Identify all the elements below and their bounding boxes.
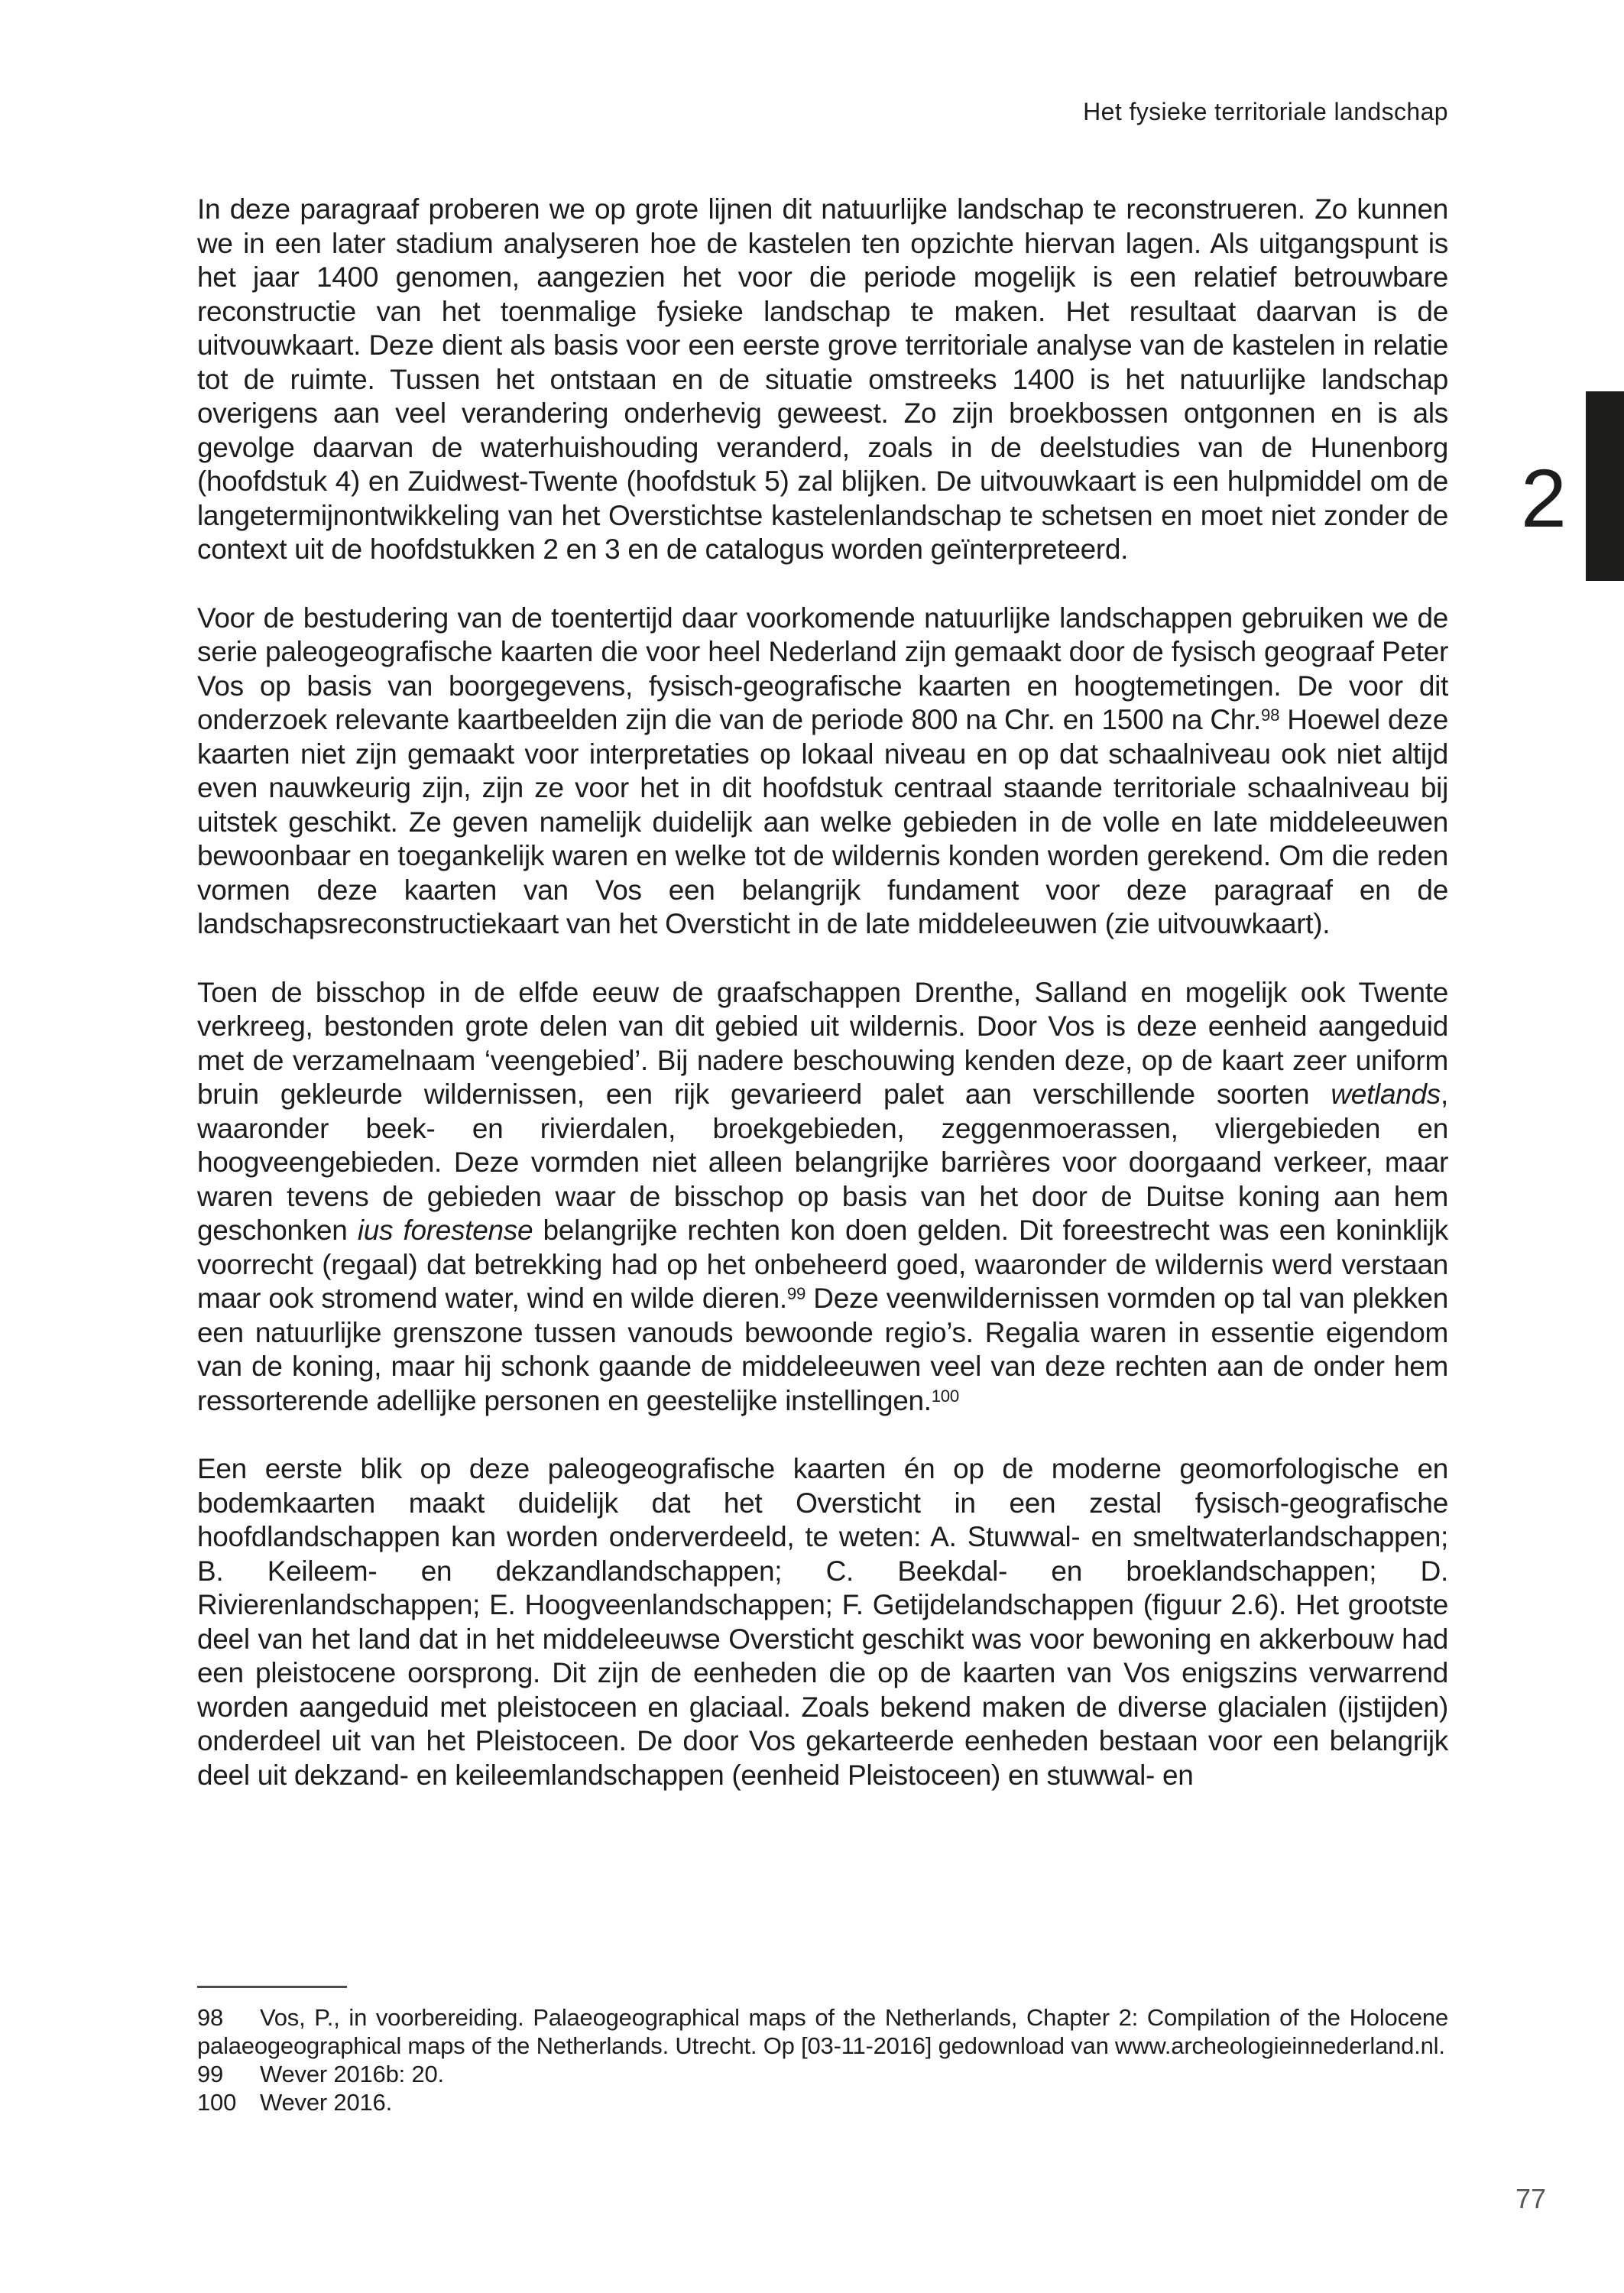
body-paragraphs [197,193,1448,1792]
chapter-number: 2 [1520,452,1567,544]
paragraph [197,976,1448,1419]
body-text-column [197,193,1448,1827]
paragraph [197,1452,1448,1792]
paragraph [197,602,1448,942]
italic-term: wetlands [1331,1078,1441,1110]
footnote-text: Vos, P., in voorbereiding. Palaeogeographical maps of the Netherlands, Chapter 2: Compilation of the Holocene palaeogeographical maps of the Netherlands. Utrecht. Op [03-11-2016] gedownload van www.archeologieinnederland.nl. [197,2004,1448,2059]
footnote-number: 98 [197,2004,224,2031]
italic-term: ius forestense [357,1215,533,1246]
footnotes-section [197,1986,1448,2116]
text-run: Toen de bisschop in de elfde eeuw de graafschappen Drenthe, Salland en mogelijk ook Twente verkreeg, bestonden grote delen van dit gebied uit wildernis. Door Vos is deze eenheid aangeduid met de verzamelnaam ‘veengebied’. Bij nadere beschouwing kenden deze, op de kaart zeer uniform bruin gekleurde wildernissen, een rijk gevarieerd palet aan verschillende soorten [197,976,1448,1110]
text-run: Voor de bestudering van de toentertijd daar voorkomende natuurlijke landschappen gebruiken we de serie paleogeografische kaarten die voor heel Nederland zijn gemaakt door de fysisch geograaf Peter Vos op basis van boorgegevens, fysisch-geografische kaarten en hoogtemetingen. De voor dit onderzoek relevante kaartbeelden zijn die van de periode 800 na Chr. en 1500 na Chr. [197,602,1448,735]
footnote [197,2060,1448,2088]
footnote-ref: 99 [786,1284,806,1304]
text-run: Hoewel deze kaarten niet zijn gemaakt voor interpretaties op lokaal niveau en op dat schaalniveau ook niet altijd even nauwkeurig zijn, zijn ze voor het in dit hoofdstuk centraal staande territoriale schaalniveau bij uitstek geschikt. Ze geven namelijk duidelijk aan welke gebieden in de volle en late middeleeuwen bewoonbaar en toegankelijk waren en welke tot de wildernis konden worden gerekend. Om die reden vormen deze kaarten van Vos een belangrijk fundament voor deze paragraaf en de landschapsreconstructiekaart van het Oversticht in de late middeleeuwen (zie uitvouwkaart). [197,704,1448,939]
footnote-divider [197,1986,347,1988]
text-run: Deze veenwildernissen vormden op tal van plekken een natuurlijke grenszone tussen vanouds bewoonde regio’s. Regalia waren in essentie eigendom van de koning, maar hij schonk gaande de middeleeuwen veel van deze rechten aan de onder hem ressorterende adellijke personen en geestelijke instellingen. [197,1283,1448,1416]
text-run: In deze paragraaf proberen we op grote lijnen dit natuurlijke landschap te reconstrueren. Zo kunnen we in een later stadium analyseren hoe de kastelen ten opzichte hiervan lagen. Als uitgangspunt is het jaar 1400 genomen, aangezien het voor die periode mogelijk is een relatief betrouwbare reconstructie van het toenmalige fysieke landschap te maken. Het resultaat daarvan is de uitvouwkaart. Deze dient als basis voor een eerste grove territoriale analyse van de kastelen in relatie tot de ruimte. Tussen het ontstaan en de situatie omstreeks 1400 is het natuurlijke landschap overigens aan veel verandering onderhevig geweest. Zo zijn broekbossen ontgonnen en is als gevolge daarvan de waterhuishouding veranderd, zoals in de deelstudies van de Hunenborg (hoofdstuk 4) en Zuidwest-Twente (hoofdstuk 5) zal blijken. De uitvouwkaart is een hulpmiddel om de langetermijnontwikkeling van het Overstichtse kastelenlandschap te schetsen en moet niet zonder de context uit de hoofdstukken 2 en 3 en de catalogus worden geïnterpreteerd. [197,193,1448,565]
chapter-tab-bar [1586,391,1624,581]
footnote [197,2088,1448,2116]
running-header: Het fysieke territoriale landschap [1083,98,1448,125]
text-run: , waaronder beek- en rivierdalen, broekgebieden, zeggenmoerassen, vliergebieden en hoogveengebieden. Deze vormden niet alleen belangrijke barrières voor doorgaand verkeer, maar waren tevens de gebieden waar de bisschop op basis van het door de Duitse koning aan hem geschonken [197,1078,1448,1246]
text-run: Een eerste blik op deze paleogeografische kaarten én op de moderne geomorfologische en bodemkaarten maakt duidelijk dat het Oversticht in een zestal fysisch-geografische hoofdlandschappen kan worden onderverdeeld, te weten: A. Stuwwal- en smeltwaterlandschappen; B. Keileem- en dekzandlandschappen; C. Beekdal- en broeklandschappen; D. Rivierenlandschappen; E. Hoogveenlandschappen; F. Getijdelandschappen (figuur 2.6). Het grootste deel van het land dat in het middeleeuwse Oversticht geschikt was voor bewoning en akkerbouw had een pleistocene oorsprong. Dit zijn de eenheden die op de kaarten van Vos enigszins verwarrend worden aangeduid met pleistoceen en glaciaal. Zoals bekend maken de diverse glacialen (ijstijden) onderdeel uit van het Pleistoceen. De door Vos gekarteerde eenheden bestaan voor een belangrijk deel uit dekzand- en keileemlandschappen (eenheid Pleistoceen) en stuwwal- en [197,1453,1448,1791]
footnote-number: 100 [197,2089,237,2116]
text-run: belangrijke rechten kon doen gelden. Dit foreestrecht was een koninklijk voorrecht (regaal) dat betrekking had op het onbeheerd goed, waaronder de wildernis werd verstaan maar ook stromend water, wind en wilde dieren. [197,1215,1448,1314]
page-number: 77 [1515,2183,1546,2214]
footnote-ref: 98 [1261,705,1280,725]
footnote-text: Wever 2016b: 20. [260,2061,444,2087]
footnote-text: Wever 2016. [260,2089,392,2116]
footnote-list [197,2003,1448,2116]
paragraph [197,193,1448,567]
footnote-ref: 100 [931,1386,959,1406]
footnote [197,2003,1448,2060]
footnote-number: 99 [197,2061,224,2087]
